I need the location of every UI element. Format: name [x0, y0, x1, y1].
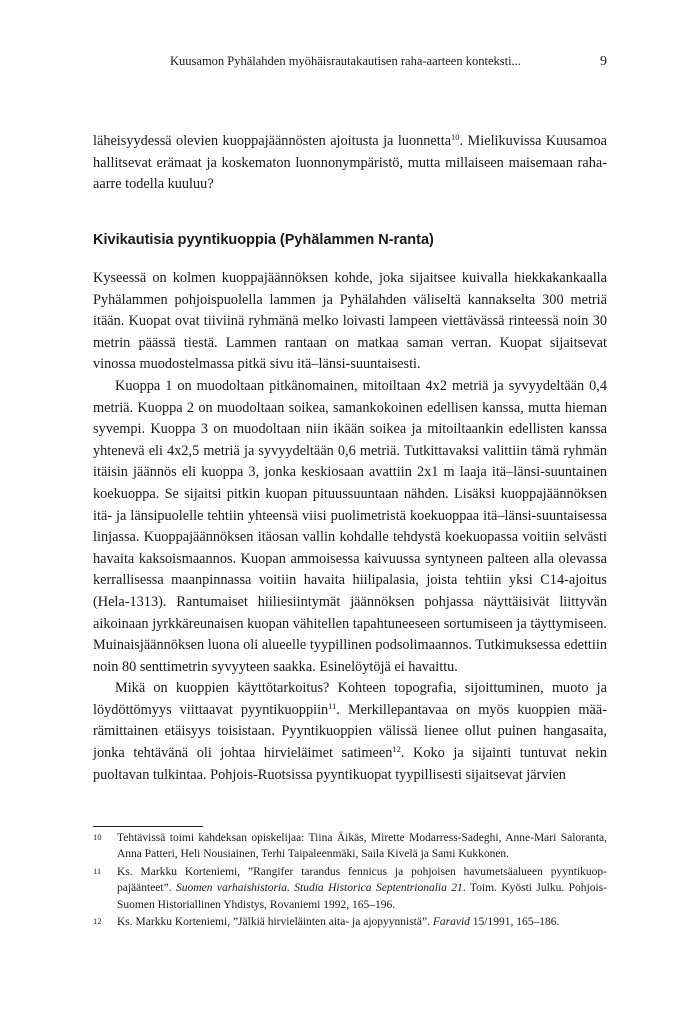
footnote-text: Tehtävissä toimi kahdeksan opiskelijaa: Tiina Äikäs, Mirette Modarress-Sadeghi, Anne-Mari Saloranta, Anna Patteri, Heli Nousiainen, Terhi Taipaleenmäki, Saila Kivelä ja Sami Kukkonen.	[117, 832, 607, 861]
footnote-title-italic: Faravid	[432, 916, 470, 929]
intro-paragraph	[93, 131, 607, 196]
paragraph-1: Kyseessä on kolmen kuoppajäännöksen kohde, joka sijaitsee kuivalla hiekkakankaalla Pyhälammen pohjoispuolella lammen ja Pyhälahden väliseltä kannakselta 300 metriä itään. Kuopat ovat tiiviinä ryhmänä melko loivasti lampeen viettävässä rinteessä noin 30 metrin päässä tiestä. Lammen rantaan on matkaa saman verran. Kuopat sijaitsevat vinossa muodostelmassa pitkä sivu itä–länsi-suuntaisesti.	[93, 270, 607, 373]
footnote-ref-11: 11	[328, 700, 337, 711]
footnote-divider	[93, 826, 203, 827]
footnote-ref-12: 12	[392, 744, 401, 755]
footnote-12	[93, 914, 607, 930]
running-title: Kuusamon Pyhälahden myöhäisrautakautisen raha-aarteen konteksti...	[170, 54, 521, 68]
paragraph-2: Kuoppa 1 on muodoltaan pitkänomainen, mitoiltaan 4x2 metriä ja syvyydeltään 0,4 metriä. Kuoppa 2 on muodoltaan soikea, samankokoinen edellisen kanssa, mutta hieman syvempi. Kuoppa 3 on muodoltaan niin ikään soikea ja mitoiltaankin edellisten kanssa yhtenevä eli 4x2,5 metriä ja syvyydeltään 0,6 metriä. Tutkittavaksi valittiin tämä ryhmän itäisin jäännös eli kuoppa 3, jonka keskiosaan avattiin 2x1 m laaja itä–länsi-suuntainen koekuoppa. Se sijaitsi pitkin kuopan pituussuuntaan nähden. Lisäksi kuoppajäännöksen itä- ja länsipuolelle tehtiin yhteensä viisi puolimetristä koekuoppaa itä–länsi-suuntaisessa linjassa. Kuoppajäännöksen itäosan vallin kohdalle tehdystä koekuopassa voitiin selvästi havaita kaksoismaannos. Kuopan ammoisessa kaivuussa syntyneen palteen alla olevassa kerrallisessa maanpinnassa voitiin havaita hiilipalasia, joista tehtiin yksi C14-ajoitus (Hela-1313). Rantumaiset hiiliesiintymät jäännöksen pohjassa näyttäisivät liittyvän aikoinaan jyrkkäreunaisen kuopan vähitellen tapahtuneeseen sortumiseen ja täyttymiseen. Muinaisjäännöksen luona oli alueelle tyypillinen podsolimaannos. Tutkimuksessa edettiin noin 80 senttimetrin syvyyteen saakka. Esinelöytöjä ei havaittu.	[93, 377, 607, 675]
section-heading: Kivikautisia pyyntikuoppia (Pyhälammen N-ranta)	[93, 232, 434, 248]
footnote-number: 11	[93, 865, 102, 876]
paragraph-3-text-b: . Merkillepantavaa on myös kuoppien määrämittainen etäisyys toisistaan. Pyyntikuoppien välissä lienee ollut puinen hangasaita, jonka tehtävänä oli johtaa hirvieläimet satimeen	[93, 701, 607, 762]
footnotes	[93, 830, 607, 930]
footnote-ref-10: 10	[451, 132, 460, 142]
paragraph-3	[93, 678, 607, 786]
footnote-number: 12	[93, 916, 102, 927]
paragraph-3-text-a: Mikä on kuoppien käyttötarkoitus? Kohteen topografia, sijoittuminen, muoto ja löydöttömyys viittaavat pyyntikuoppiin	[93, 680, 607, 718]
paragraph-3-text-c: . Koko ja sijainti tuntuvat nekin puoltavan tulkintaa. Pohjois-Ruotsissa pyyntikuopat tyypillisesti sijaitsevat järvien	[93, 745, 607, 783]
intro-text-a: läheisyydessä olevien kuoppajäännösten ajoitusta ja luonnetta	[93, 133, 452, 149]
footnote-10	[93, 830, 607, 863]
footnote-title-italic: Suomen varhaishistoria. Studia Historica Septentrionalia 21	[176, 882, 463, 895]
footnote-text-a: Ks. Markku Korteniemi, ”Rangifer tarandus fennicus ja pohjoisen havumetsäalueen pyyntikuoppajäänteet”.	[117, 865, 607, 895]
intro-text-b: . Mielikuvissa Kuusamoa hallitsevat erämaat ja koskematon luonnonympäristö, mutta millaiseen maisemaan raha-aarre todella kuuluu?	[93, 133, 607, 193]
page-number: 9	[600, 54, 607, 69]
footnote-text-b: . Toim. Kyösti Julku. Pohjois-Suomen Historiallinen Yhdistys, Rovaniemi 1992, 165–196.	[117, 882, 608, 911]
footnote-text-a: Ks. Markku Korteniemi, ”Jälkiä hirvieläinten aita- ja ajopyynnistä”.	[117, 916, 433, 929]
footnote-number: 10	[93, 832, 102, 842]
footnote-11	[93, 864, 607, 913]
footnote-text-b: 15/1991, 165–186.	[469, 916, 560, 929]
section-body	[93, 268, 607, 786]
